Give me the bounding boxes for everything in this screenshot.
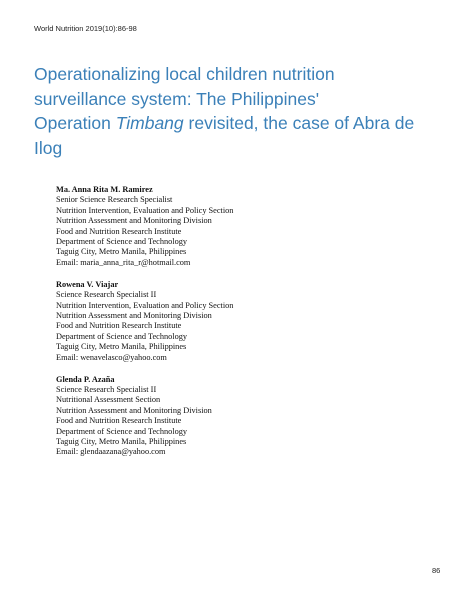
author-name: Rowena V. Viajar — [56, 279, 119, 289]
author-department: Department of Science and Technology — [56, 237, 188, 247]
title-line-4: Ilog — [34, 137, 63, 158]
author-section: Nutrition Intervention, Evaluation and Policy Section — [56, 300, 234, 310]
author-institute: Food and Nutrition Research Institute — [56, 416, 182, 426]
paper-title — [34, 62, 444, 160]
author-department: Department of Science and Technology — [56, 426, 188, 436]
author-institute: Food and Nutrition Research Institute — [56, 321, 182, 331]
author-name: Glenda P. Azaña — [56, 374, 115, 384]
title-line-2: surveillance system: The Philippines' — [34, 88, 320, 109]
author-section: Nutrition Intervention, Evaluation and Policy Section — [56, 205, 234, 215]
title-line-3-pre: Operation — [34, 113, 116, 133]
author-block — [56, 280, 436, 363]
author-name: Ma. Anna Rita M. Ramirez — [56, 185, 153, 194]
author-division: Nutrition Assessment and Monitoring Division — [56, 216, 212, 226]
author-location: Taguig City, Metro Manila, Philippines — [56, 247, 187, 257]
title-line-3-post: revisited, the case of Abra de — [183, 113, 415, 133]
author-institute: Food and Nutrition Research Institute — [56, 226, 182, 236]
author-block — [56, 375, 436, 458]
author-position: Senior Science Research Specialist — [56, 195, 173, 205]
journal-reference: World Nutrition 2019(10):86-98 — [34, 24, 137, 33]
author-block — [56, 185, 436, 268]
author-email: Email: wenavelasco@yahoo.com — [56, 352, 167, 362]
author-location: Taguig City, Metro Manila, Philippines — [56, 342, 187, 352]
author-location: Taguig City, Metro Manila, Philippines — [56, 436, 187, 446]
author-department: Department of Science and Technology — [56, 331, 188, 341]
title-italic-word: Timbang — [115, 113, 184, 133]
title-line-1: Operationalizing local children nutrition — [34, 64, 335, 84]
author-list — [56, 185, 436, 469]
author-division: Nutrition Assessment and Monitoring Division — [56, 310, 212, 320]
title-line-3 — [34, 111, 444, 136]
page-number: 86 — [432, 566, 441, 575]
author-email: Email: glendaazana@yahoo.com — [56, 447, 166, 457]
author-section: Nutritional Assessment Section — [56, 395, 161, 405]
author-position: Science Research Specialist II — [56, 290, 157, 300]
author-email: Email: maria_anna_rita_r@hotmail.com — [56, 257, 191, 267]
author-position: Science Research Specialist II — [56, 384, 157, 394]
author-division: Nutrition Assessment and Monitoring Division — [56, 405, 212, 415]
